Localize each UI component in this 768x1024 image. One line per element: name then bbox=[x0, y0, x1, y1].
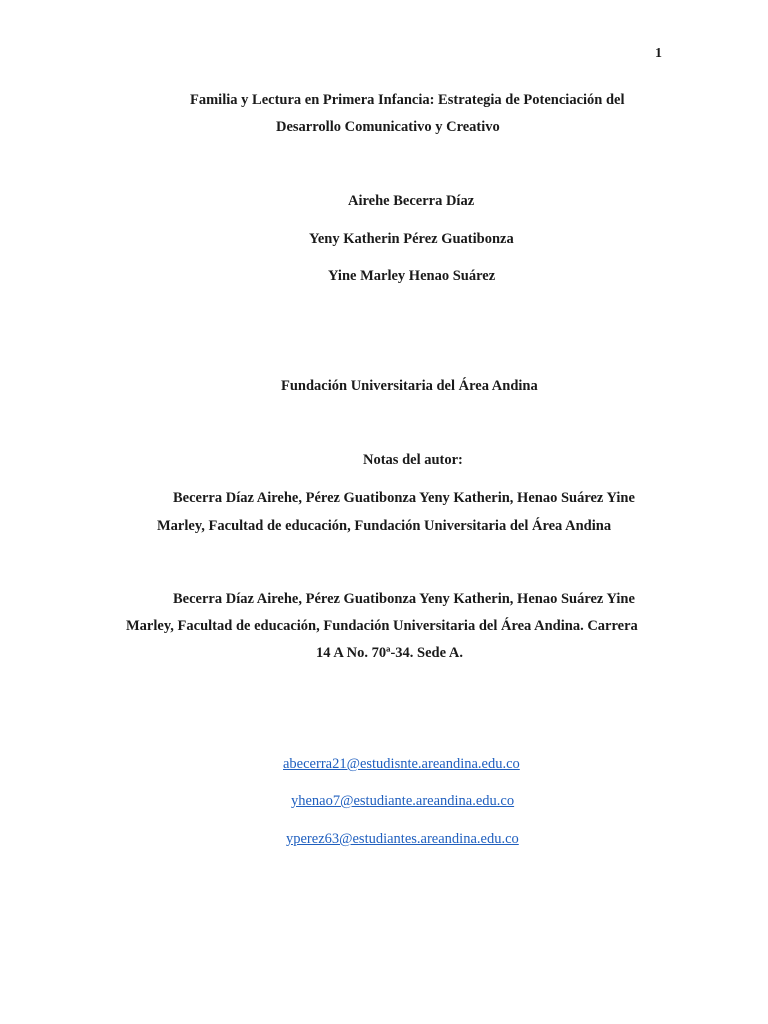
email-link-yperez[interactable]: yperez63@estudiantes.areandina.edu.co bbox=[286, 831, 519, 847]
page-number: 1 bbox=[655, 46, 662, 61]
author-1: Airehe Becerra Díaz bbox=[348, 193, 475, 209]
author-notes-heading: Notas del autor: bbox=[363, 452, 463, 468]
note-2-line-1: Becerra Díaz Airehe, Pérez Guatibonza Yeny Katherin, Henao Suárez Yine bbox=[173, 591, 635, 607]
email-link-abecerra[interactable]: abecerra21@estudisnte.areandina.edu.co bbox=[283, 756, 520, 772]
note-1-line-2: Marley, Facultad de educación, Fundación Universitaria del Área Andina bbox=[157, 518, 612, 534]
author-3: Yine Marley Henao Suárez bbox=[328, 268, 496, 284]
note-2-line-3: 14 A No. 70ª-34. Sede A. bbox=[316, 645, 463, 661]
author-2: Yeny Katherin Pérez Guatibonza bbox=[309, 231, 514, 247]
title-line-1: Familia y Lectura en Primera Infancia: Estrategia de Potenciación del bbox=[190, 92, 625, 108]
email-link-yhenao[interactable]: yhenao7@estudiante.areandina.edu.co bbox=[291, 793, 515, 809]
note-1-line-1: Becerra Díaz Airehe, Pérez Guatibonza Yeny Katherin, Henao Suárez Yine bbox=[173, 490, 635, 506]
institution: Fundación Universitaria del Área Andina bbox=[281, 378, 538, 394]
title-line-2: Desarrollo Comunicativo y Creativo bbox=[276, 119, 500, 135]
note-2-line-2: Marley, Facultad de educación, Fundación Universitaria del Área Andina. Carrera bbox=[126, 618, 638, 634]
